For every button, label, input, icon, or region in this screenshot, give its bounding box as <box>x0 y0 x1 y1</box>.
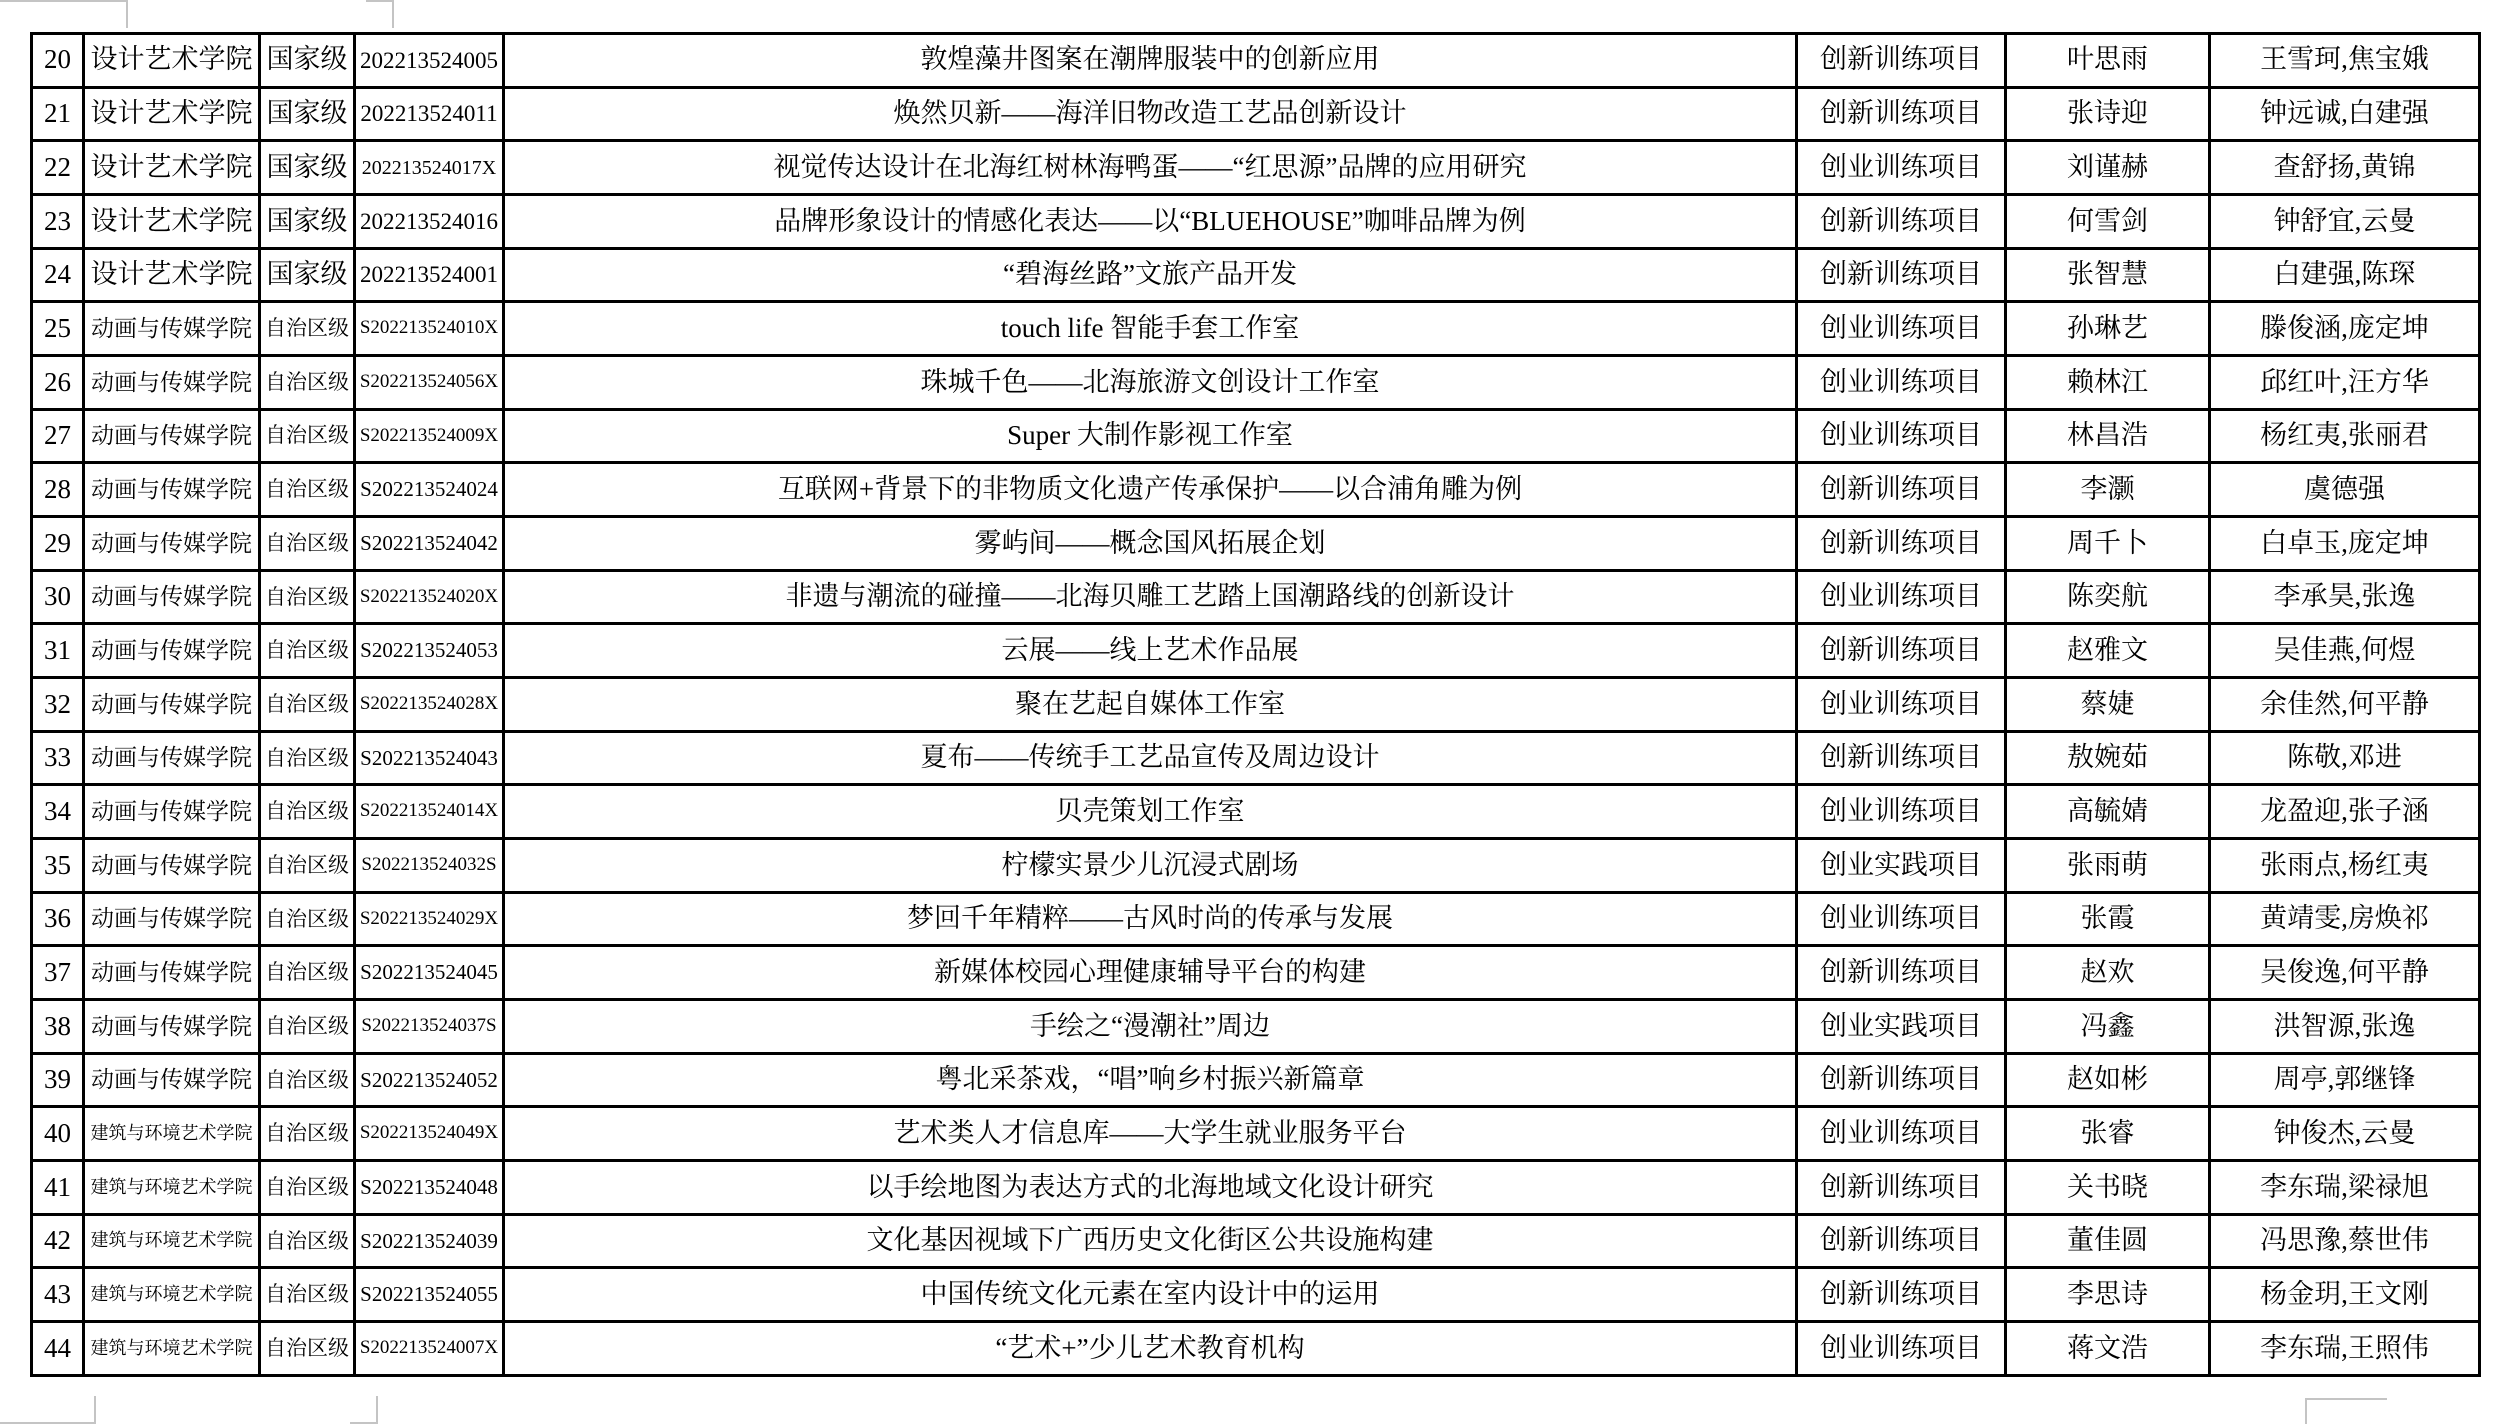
cell-members: 吴俊逸,何平静 <box>2210 946 2480 1000</box>
cell-type: 创业实践项目 <box>1797 839 2006 893</box>
table-row <box>32 1107 2480 1161</box>
cell-college: 动画与传媒学院 <box>84 1000 260 1054</box>
cell-members: 钟远诚,白建强 <box>2210 87 2480 141</box>
cell-leader: 张睿 <box>2006 1107 2210 1161</box>
cell-level: 自治区级 <box>260 517 355 571</box>
cell-title: “碧海丝路”文旅产品开发 <box>504 248 1797 302</box>
cell-type: 创新训练项目 <box>1797 517 2006 571</box>
cell-college: 建筑与环境艺术学院 <box>84 1268 260 1322</box>
cell-members: 白建强,陈琛 <box>2210 248 2480 302</box>
table-row <box>32 517 2480 571</box>
table-row <box>32 1268 2480 1322</box>
cell-code: S202213524007X <box>355 1322 504 1376</box>
cell-no: 34 <box>32 785 84 839</box>
cell-members: 查舒扬,黄锦 <box>2210 141 2480 195</box>
cell-leader: 陈奕航 <box>2006 570 2210 624</box>
cell-leader: 林昌浩 <box>2006 409 2210 463</box>
cell-no: 22 <box>32 141 84 195</box>
table-row <box>32 409 2480 463</box>
cell-type: 创业训练项目 <box>1797 1322 2006 1376</box>
cell-college: 动画与传媒学院 <box>84 463 260 517</box>
cell-no: 36 <box>32 892 84 946</box>
cell-members: 王雪珂,焦宝娥 <box>2210 34 2480 88</box>
cell-level: 自治区级 <box>260 731 355 785</box>
table-row <box>32 34 2480 88</box>
cell-type: 创新训练项目 <box>1797 1053 2006 1107</box>
cell-no: 35 <box>32 839 84 893</box>
cell-college: 动画与传媒学院 <box>84 356 260 410</box>
cell-title: 焕然贝新——海洋旧物改造工艺品创新设计 <box>504 87 1797 141</box>
cell-title: 梦回千年精粹——古风时尚的传承与发展 <box>504 892 1797 946</box>
cell-title: 聚在艺起自媒体工作室 <box>504 678 1797 732</box>
cell-college: 动画与传媒学院 <box>84 892 260 946</box>
cell-no: 29 <box>32 517 84 571</box>
cell-title: “艺术+”少儿艺术教育机构 <box>504 1322 1797 1376</box>
cell-title: touch life 智能手套工作室 <box>504 302 1797 356</box>
cell-college: 动画与传媒学院 <box>84 624 260 678</box>
cell-members: 虞德强 <box>2210 463 2480 517</box>
margin-guide-mark <box>2305 1398 2387 1424</box>
cell-no: 43 <box>32 1268 84 1322</box>
cell-no: 30 <box>32 570 84 624</box>
cell-code: S202213524042 <box>355 517 504 571</box>
cell-members: 黄靖雯,房焕祁 <box>2210 892 2480 946</box>
cell-level: 国家级 <box>260 34 355 88</box>
cell-level: 自治区级 <box>260 1214 355 1268</box>
cell-leader: 关书晓 <box>2006 1161 2210 1215</box>
cell-no: 24 <box>32 248 84 302</box>
projects-table <box>30 32 2481 1377</box>
cell-code: S202213524028X <box>355 678 504 732</box>
table-row <box>32 1053 2480 1107</box>
cell-members: 张雨点,杨红夷 <box>2210 839 2480 893</box>
cell-college: 设计艺术学院 <box>84 34 260 88</box>
cell-level: 自治区级 <box>260 678 355 732</box>
table-row <box>32 141 2480 195</box>
cell-leader: 蒋文浩 <box>2006 1322 2210 1376</box>
table-row <box>32 356 2480 410</box>
cell-college: 建筑与环境艺术学院 <box>84 1107 260 1161</box>
cell-no: 32 <box>32 678 84 732</box>
cell-title: 柠檬实景少儿沉浸式剧场 <box>504 839 1797 893</box>
cell-college: 动画与传媒学院 <box>84 946 260 1000</box>
cell-no: 42 <box>32 1214 84 1268</box>
cell-code: S202213524055 <box>355 1268 504 1322</box>
cell-members: 李承昊,张逸 <box>2210 570 2480 624</box>
cell-members: 余佳然,何平静 <box>2210 678 2480 732</box>
cell-code: S202213524024 <box>355 463 504 517</box>
cell-code: S202213524052 <box>355 1053 504 1107</box>
cell-code: 202213524016 <box>355 195 504 249</box>
cell-college: 建筑与环境艺术学院 <box>84 1214 260 1268</box>
cell-leader: 张霞 <box>2006 892 2210 946</box>
cell-college: 设计艺术学院 <box>84 248 260 302</box>
cell-level: 自治区级 <box>260 463 355 517</box>
cell-code: S202213524039 <box>355 1214 504 1268</box>
cell-members: 周亭,郭继锋 <box>2210 1053 2480 1107</box>
table-row <box>32 624 2480 678</box>
cell-college: 动画与传媒学院 <box>84 785 260 839</box>
cell-title: Super 大制作影视工作室 <box>504 409 1797 463</box>
cell-no: 23 <box>32 195 84 249</box>
cell-members: 滕俊涵,庞定坤 <box>2210 302 2480 356</box>
cell-members: 杨红夷,张丽君 <box>2210 409 2480 463</box>
cell-no: 20 <box>32 34 84 88</box>
cell-type: 创业训练项目 <box>1797 302 2006 356</box>
cell-type: 创新训练项目 <box>1797 87 2006 141</box>
table-row <box>32 87 2480 141</box>
cell-no: 44 <box>32 1322 84 1376</box>
cell-no: 25 <box>32 302 84 356</box>
cell-title: 珠城千色——北海旅游文创设计工作室 <box>504 356 1797 410</box>
cell-level: 自治区级 <box>260 1161 355 1215</box>
margin-guide-mark <box>0 0 128 28</box>
cell-level: 自治区级 <box>260 409 355 463</box>
cell-members: 白卓玉,庞定坤 <box>2210 517 2480 571</box>
cell-leader: 周千卜 <box>2006 517 2210 571</box>
cell-level: 自治区级 <box>260 1268 355 1322</box>
table-row <box>32 678 2480 732</box>
cell-type: 创新训练项目 <box>1797 463 2006 517</box>
cell-title: 互联网+背景下的非物质文化遗产传承保护——以合浦角雕为例 <box>504 463 1797 517</box>
cell-leader: 叶思雨 <box>2006 34 2210 88</box>
table-row <box>32 892 2480 946</box>
table-row <box>32 1000 2480 1054</box>
cell-level: 自治区级 <box>260 1000 355 1054</box>
cell-type: 创新训练项目 <box>1797 624 2006 678</box>
cell-leader: 赵如彬 <box>2006 1053 2210 1107</box>
cell-title: 粤北采茶戏，“唱”响乡村振兴新篇章 <box>504 1053 1797 1107</box>
cell-leader: 冯鑫 <box>2006 1000 2210 1054</box>
cell-level: 自治区级 <box>260 946 355 1000</box>
cell-college: 动画与传媒学院 <box>84 570 260 624</box>
cell-type: 创新训练项目 <box>1797 731 2006 785</box>
cell-level: 自治区级 <box>260 892 355 946</box>
cell-level: 国家级 <box>260 141 355 195</box>
cell-type: 创新训练项目 <box>1797 1268 2006 1322</box>
cell-level: 自治区级 <box>260 570 355 624</box>
cell-members: 洪智源,张逸 <box>2210 1000 2480 1054</box>
cell-college: 动画与传媒学院 <box>84 731 260 785</box>
cell-title: 品牌形象设计的情感化表达——以“BLUEHOUSE”咖啡品牌为例 <box>504 195 1797 249</box>
cell-members: 钟俊杰,云曼 <box>2210 1107 2480 1161</box>
table-row <box>32 946 2480 1000</box>
cell-title: 新媒体校园心理健康辅导平台的构建 <box>504 946 1797 1000</box>
cell-members: 陈敬,邓进 <box>2210 731 2480 785</box>
cell-no: 28 <box>32 463 84 517</box>
cell-leader: 高毓婧 <box>2006 785 2210 839</box>
cell-code: 202213524001 <box>355 248 504 302</box>
cell-members: 钟舒宜,云曼 <box>2210 195 2480 249</box>
cell-code: S202213524020X <box>355 570 504 624</box>
cell-no: 38 <box>32 1000 84 1054</box>
cell-no: 40 <box>32 1107 84 1161</box>
cell-leader: 张诗迎 <box>2006 87 2210 141</box>
cell-members: 冯思豫,蔡世伟 <box>2210 1214 2480 1268</box>
cell-title: 敦煌藻井图案在潮牌服装中的创新应用 <box>504 34 1797 88</box>
margin-guide-mark <box>0 1396 96 1424</box>
cell-college: 设计艺术学院 <box>84 87 260 141</box>
cell-code: S202213524032S <box>355 839 504 893</box>
cell-college: 动画与传媒学院 <box>84 839 260 893</box>
cell-leader: 董佳圆 <box>2006 1214 2210 1268</box>
cell-code: 202213524005 <box>355 34 504 88</box>
cell-level: 自治区级 <box>260 785 355 839</box>
margin-guide-mark <box>366 0 394 28</box>
cell-type: 创业训练项目 <box>1797 409 2006 463</box>
table-row <box>32 1322 2480 1376</box>
cell-leader: 蔡婕 <box>2006 678 2210 732</box>
cell-college: 建筑与环境艺术学院 <box>84 1161 260 1215</box>
cell-college: 动画与传媒学院 <box>84 1053 260 1107</box>
table-row <box>32 839 2480 893</box>
cell-code: S202213524010X <box>355 302 504 356</box>
cell-type: 创新训练项目 <box>1797 34 2006 88</box>
cell-members: 吴佳燕,何煜 <box>2210 624 2480 678</box>
cell-members: 邱红叶,汪方华 <box>2210 356 2480 410</box>
cell-level: 自治区级 <box>260 1053 355 1107</box>
cell-code: S202213524014X <box>355 785 504 839</box>
cell-level: 国家级 <box>260 195 355 249</box>
cell-code: S202213524053 <box>355 624 504 678</box>
cell-code: S202213524029X <box>355 892 504 946</box>
cell-level: 自治区级 <box>260 1322 355 1376</box>
cell-title: 夏布——传统手工艺品宣传及周边设计 <box>504 731 1797 785</box>
table-row <box>32 785 2480 839</box>
cell-level: 自治区级 <box>260 302 355 356</box>
cell-members: 龙盈迎,张子涵 <box>2210 785 2480 839</box>
cell-level: 自治区级 <box>260 839 355 893</box>
cell-no: 26 <box>32 356 84 410</box>
cell-leader: 孙琳艺 <box>2006 302 2210 356</box>
cell-level: 自治区级 <box>260 1107 355 1161</box>
cell-leader: 何雪剑 <box>2006 195 2210 249</box>
cell-type: 创业训练项目 <box>1797 678 2006 732</box>
cell-title: 非遗与潮流的碰撞——北海贝雕工艺踏上国潮路线的创新设计 <box>504 570 1797 624</box>
cell-type: 创新训练项目 <box>1797 1161 2006 1215</box>
cell-members: 杨金玥,王文刚 <box>2210 1268 2480 1322</box>
cell-leader: 敖婉茹 <box>2006 731 2210 785</box>
table-row <box>32 731 2480 785</box>
cell-no: 37 <box>32 946 84 1000</box>
cell-title: 艺术类人才信息库——大学生就业服务平台 <box>504 1107 1797 1161</box>
cell-leader: 李灏 <box>2006 463 2210 517</box>
cell-type: 创业训练项目 <box>1797 356 2006 410</box>
cell-code: S202213524048 <box>355 1161 504 1215</box>
cell-code: S202213524037S <box>355 1000 504 1054</box>
cell-college: 建筑与环境艺术学院 <box>84 1322 260 1376</box>
table-row <box>32 195 2480 249</box>
cell-leader: 赵雅文 <box>2006 624 2210 678</box>
cell-type: 创业训练项目 <box>1797 785 2006 839</box>
cell-type: 创新训练项目 <box>1797 1214 2006 1268</box>
cell-leader: 赖林江 <box>2006 356 2210 410</box>
cell-title: 以手绘地图为表达方式的北海地域文化设计研究 <box>504 1161 1797 1215</box>
cell-title: 中国传统文化元素在室内设计中的运用 <box>504 1268 1797 1322</box>
cell-no: 31 <box>32 624 84 678</box>
table-row <box>32 570 2480 624</box>
cell-title: 手绘之“漫潮社”周边 <box>504 1000 1797 1054</box>
cell-type: 创新训练项目 <box>1797 248 2006 302</box>
cell-code: S202213524049X <box>355 1107 504 1161</box>
cell-leader: 刘谨赫 <box>2006 141 2210 195</box>
cell-level: 国家级 <box>260 87 355 141</box>
cell-college: 设计艺术学院 <box>84 195 260 249</box>
cell-leader: 张智慧 <box>2006 248 2210 302</box>
cell-type: 创业训练项目 <box>1797 1107 2006 1161</box>
cell-type: 创业实践项目 <box>1797 1000 2006 1054</box>
cell-title: 文化基因视域下广西历史文化街区公共设施构建 <box>504 1214 1797 1268</box>
cell-college: 设计艺术学院 <box>84 141 260 195</box>
cell-no: 33 <box>32 731 84 785</box>
cell-code: S202213524045 <box>355 946 504 1000</box>
cell-members: 李东瑞,梁禄旭 <box>2210 1161 2480 1215</box>
cell-level: 国家级 <box>260 248 355 302</box>
table-row <box>32 463 2480 517</box>
cell-level: 自治区级 <box>260 624 355 678</box>
table-row <box>32 302 2480 356</box>
cell-leader: 赵欢 <box>2006 946 2210 1000</box>
cell-college: 动画与传媒学院 <box>84 678 260 732</box>
cell-leader: 张雨萌 <box>2006 839 2210 893</box>
cell-title: 雾屿间——概念国风拓展企划 <box>504 517 1797 571</box>
cell-code: S202213524056X <box>355 356 504 410</box>
cell-type: 创业训练项目 <box>1797 892 2006 946</box>
cell-leader: 李思诗 <box>2006 1268 2210 1322</box>
table-row <box>32 1214 2480 1268</box>
cell-college: 动画与传媒学院 <box>84 517 260 571</box>
cell-code: S202213524009X <box>355 409 504 463</box>
cell-level: 自治区级 <box>260 356 355 410</box>
cell-title: 贝壳策划工作室 <box>504 785 1797 839</box>
cell-college: 动画与传媒学院 <box>84 409 260 463</box>
cell-type: 创新训练项目 <box>1797 195 2006 249</box>
table-body <box>32 34 2480 1376</box>
cell-title: 视觉传达设计在北海红树林海鸭蛋——“红思源”品牌的应用研究 <box>504 141 1797 195</box>
table-row <box>32 1161 2480 1215</box>
cell-type: 创业训练项目 <box>1797 570 2006 624</box>
cell-type: 创业训练项目 <box>1797 141 2006 195</box>
cell-code: S202213524043 <box>355 731 504 785</box>
cell-no: 21 <box>32 87 84 141</box>
cell-no: 27 <box>32 409 84 463</box>
margin-guide-mark <box>350 1396 378 1424</box>
cell-no: 39 <box>32 1053 84 1107</box>
cell-members: 李东瑞,王照伟 <box>2210 1322 2480 1376</box>
table-row <box>32 248 2480 302</box>
cell-title: 云展——线上艺术作品展 <box>504 624 1797 678</box>
cell-code: 202213524017X <box>355 141 504 195</box>
cell-code: 202213524011 <box>355 87 504 141</box>
cell-type: 创新训练项目 <box>1797 946 2006 1000</box>
cell-college: 动画与传媒学院 <box>84 302 260 356</box>
cell-no: 41 <box>32 1161 84 1215</box>
